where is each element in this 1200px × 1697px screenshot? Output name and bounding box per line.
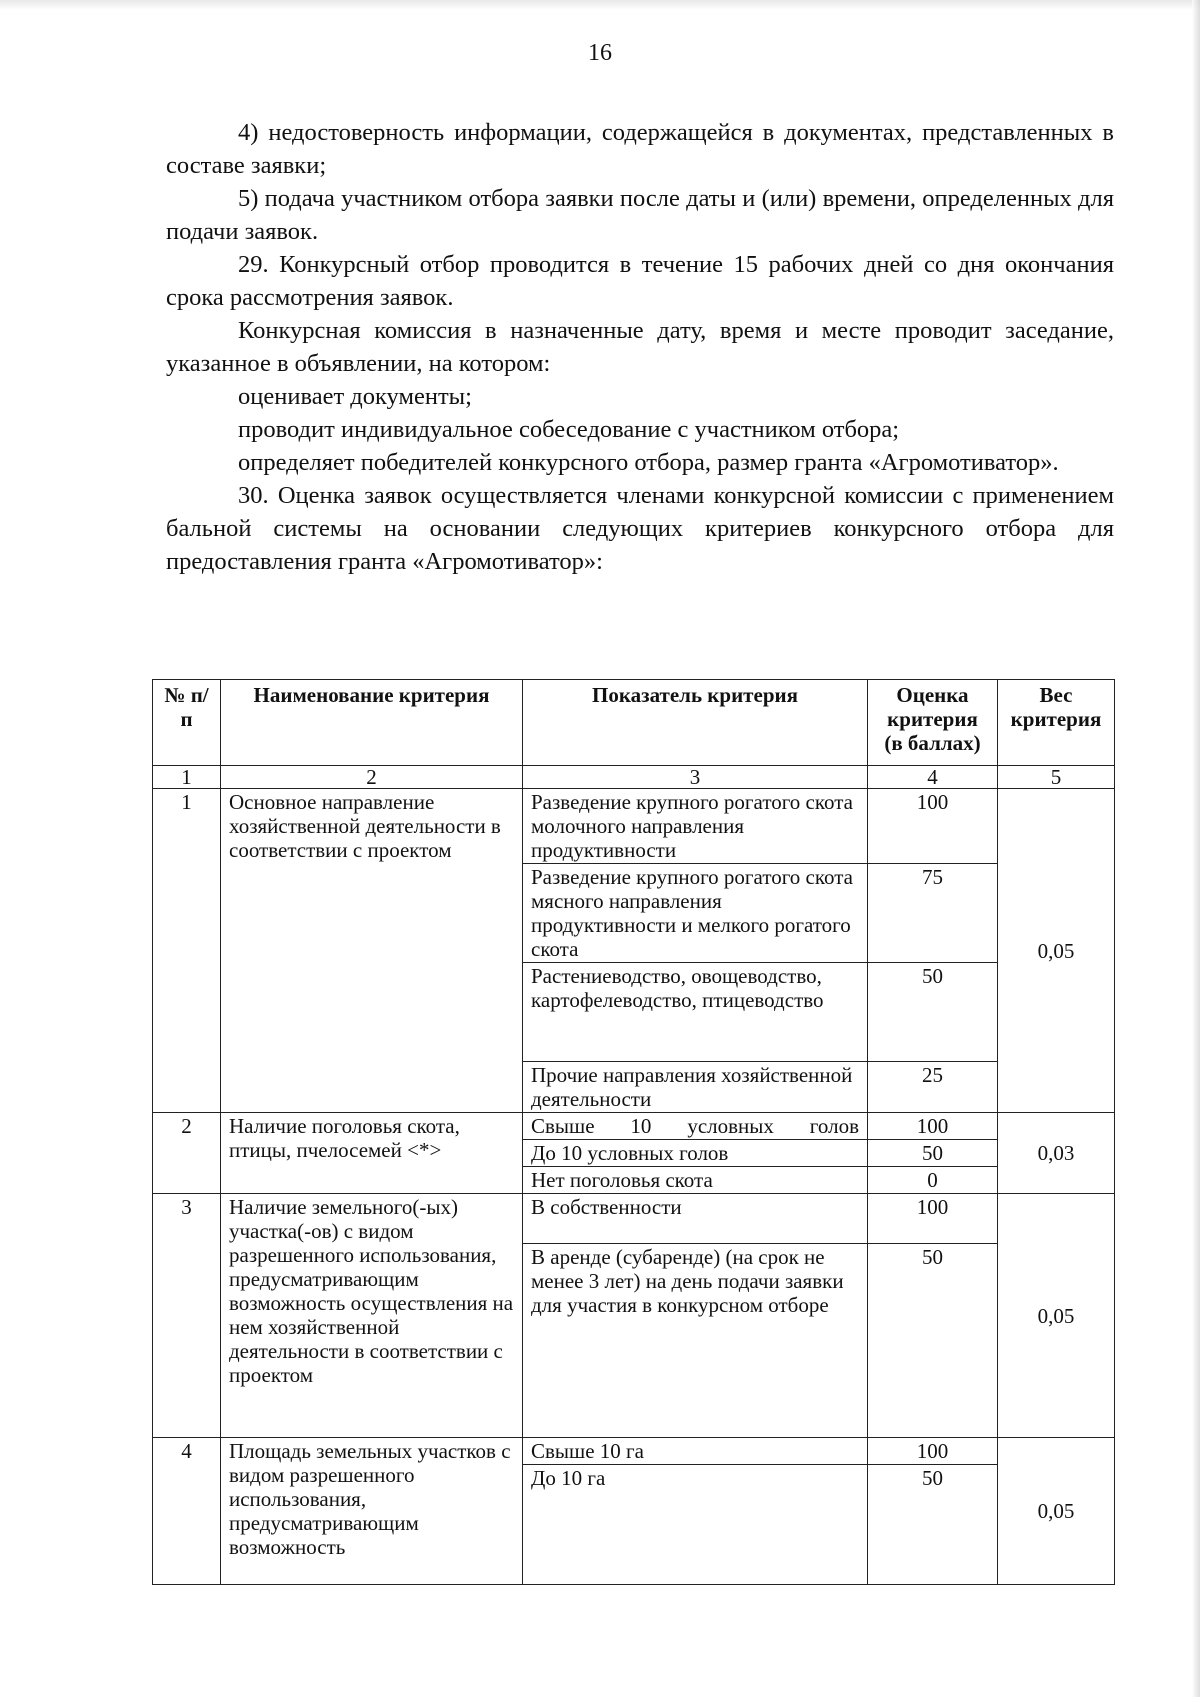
criterion-number: 4 [153,1438,221,1585]
criterion-weight: 0,05 [998,789,1115,1113]
paragraph-29: 29. Конкурсный отбор проводится в течение 15 рабочих дней со дня окончания срока рассмотрения заявок. [166,251,1114,311]
indicator-score: 100 [868,1438,998,1465]
scan-edge-right [1192,0,1200,1697]
indicator-text: В аренде (субаренде) (на срок не менее 3 лет) на день подачи заявки для участия в конкурсном отборе [523,1244,868,1438]
table-row [153,1194,1115,1244]
criterion-number: 2 [153,1113,221,1194]
indicator-score: 100 [868,789,998,864]
criterion-name: Наличие поголовья скота, птицы, пчелосемей <*> [221,1113,523,1194]
criterion-name: Наличие земельного(-ых) участка(-ов) с видом разрешенного использования, предусматривающим возможность осуществления на нем хозяйственной деятельности в соответствии с проектом [221,1194,523,1438]
table-row [153,1113,1115,1140]
indicator-text: В собственности [523,1194,868,1244]
paragraph-30: 30. Оценка заявок осуществляется членами конкурсной комиссии с применением бальной системы на основании следующих критериев конкурсного отбора для предоставления гранта «Агромотиватор»: [166,482,1114,575]
body-text [166,116,1114,578]
criterion-name: Площадь земельных участков с видом разрешенного использования, предусматривающим возможность [221,1438,523,1585]
header-num: № п/п [153,680,221,766]
indicator-text: Свыше 10 условных голов [523,1113,868,1140]
indicator-text: Разведение крупного рогатого скота молочного направления продуктивности [523,789,868,864]
indicator-score: 50 [868,963,998,1062]
criterion-weight: 0,03 [998,1113,1115,1194]
indicator-text: До 10 условных голов [523,1140,868,1167]
column-number: 3 [523,766,868,789]
column-number-row [153,766,1115,789]
indicator-score: 100 [868,1113,998,1140]
table-header-row [153,680,1115,766]
table-row [153,1438,1115,1465]
indicator-score: 75 [868,864,998,963]
paragraph-evaluates: оценивает документы; [238,383,472,410]
paragraph-item-5: 5) подача участником отбора заявки после даты и (или) времени, определенных для подачи заявок. [166,185,1114,245]
indicator-text: Разведение крупного рогатого скота мясного направления продуктивности и мелкого рогатого скота [523,864,868,963]
indicator-text: Растениеводство, овощеводство, картофелеводство, птицеводство [523,963,868,1062]
paragraph-item-4: 4) недостоверность информации, содержащейся в документах, представленных в составе заявки; [166,119,1114,179]
criteria-table [152,679,1115,1585]
scan-edge-top [0,0,1200,10]
indicator-score: 50 [868,1465,998,1585]
header-indicator: Показатель критерия [523,680,868,766]
indicator-text: Прочие направления хозяйственной деятельности [523,1062,868,1113]
table-row [153,789,1115,864]
indicator-score: 100 [868,1194,998,1244]
indicator-text: До 10 га [523,1465,868,1585]
header-score: Оценка критерия (в баллах) [868,680,998,766]
column-number: 4 [868,766,998,789]
paragraph-commission: Конкурсная комиссия в назначенные дату, время и месте проводит заседание, указанное в объявлении, на котором: [166,317,1114,377]
indicator-score: 50 [868,1140,998,1167]
indicator-score: 0 [868,1167,998,1194]
column-number: 5 [998,766,1115,789]
paragraph-interview: проводит индивидуальное собеседование с участником отбора; [238,416,900,443]
column-number: 2 [221,766,523,789]
header-name: Наименование критерия [221,680,523,766]
criterion-number: 1 [153,789,221,1113]
criterion-number: 3 [153,1194,221,1438]
criterion-name: Основное направление хозяйственной деятельности в соответствии с проектом [221,789,523,1113]
indicator-score: 50 [868,1244,998,1438]
page-number: 16 [588,40,612,66]
indicator-text: Свыше 10 га [523,1438,868,1465]
indicator-text: Нет поголовья скота [523,1167,868,1194]
column-number: 1 [153,766,221,789]
paragraph-determines: определяет победителей конкурсного отбора, размер гранта «Агромотиватор». [238,449,1059,476]
header-weight: Вес критерия [998,680,1115,766]
indicator-score: 25 [868,1062,998,1113]
criterion-weight: 0,05 [998,1194,1115,1438]
criterion-weight: 0,05 [998,1438,1115,1585]
